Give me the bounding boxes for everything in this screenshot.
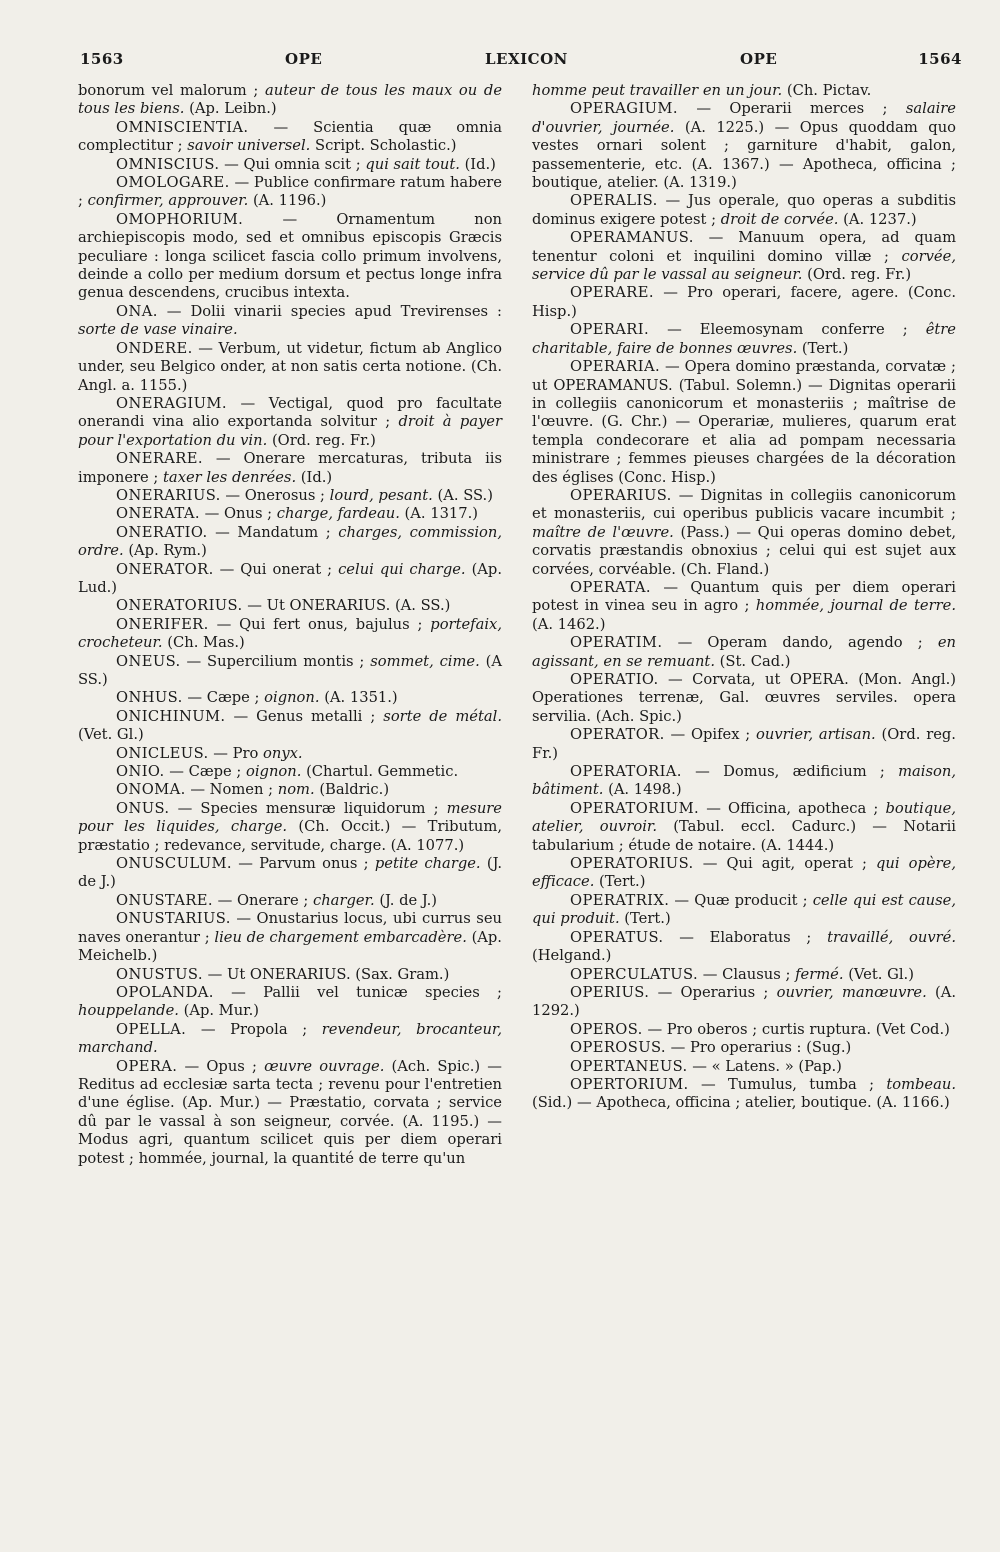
entry-french-gloss: fermé. — [795, 965, 844, 983]
entry-headword: ONUS. — [116, 799, 170, 817]
entry-definition: — Vectigal, quod pro facultate onerandi vina alio exportanda solvitur ; — [78, 394, 502, 431]
entry-headword: OPERATORIA. — [570, 763, 682, 781]
page-number-left: 1563 — [80, 50, 124, 68]
entry-headword: ONEUS. — [116, 652, 181, 670]
entry-headword: OPERTORIUM. — [570, 1075, 689, 1093]
entry-definition: — Domus, ædificium ; — [695, 763, 885, 781]
dictionary-entry — [532, 487, 956, 579]
left-column — [78, 82, 502, 1168]
entry-headword: OPERATUS. — [570, 928, 664, 946]
dictionary-entry — [532, 726, 956, 763]
entry-french-gloss: sorte de métal. — [383, 707, 502, 725]
entry-definition: — Elaboratus ; — [679, 928, 812, 946]
dictionary-entry — [532, 284, 956, 321]
entry-french-gloss: celui qui charge. — [338, 560, 466, 578]
dictionary-entry — [78, 450, 502, 487]
entry-source: (Helgand.) — [532, 947, 612, 965]
dictionary-entry — [78, 892, 502, 910]
entry-definition: — Ut ONERARIUS. — [247, 597, 391, 615]
dictionary-entry — [78, 82, 502, 119]
entry-french-gloss: œuvre ouvrage. — [264, 1057, 385, 1075]
entry-headword: ONDERE. — [116, 339, 193, 357]
dictionary-entry — [78, 708, 502, 745]
entry-headword: OMOPHORIUM. — [116, 210, 244, 228]
entry-source: (Ch. Mas.) — [167, 634, 245, 652]
dictionary-entry — [78, 524, 502, 561]
dictionary-entry — [78, 855, 502, 892]
dictionary-entry — [78, 689, 502, 707]
entry-definition: — Onustarius locus, ubi currus seu naves onerantur ; — [78, 910, 502, 946]
right-column — [532, 82, 956, 1113]
dictionary-entry — [78, 174, 502, 211]
dictionary-entry — [78, 505, 502, 523]
entry-source: (J. de J.) — [379, 891, 438, 909]
entry-french-gloss: corvée, service dû par le vassal au seigneur. — [532, 247, 956, 284]
entry-headword: OPERATRIX. — [570, 891, 670, 909]
entry-headword: OPERARE. — [570, 284, 654, 302]
entry-french-gloss: celle qui est cause, qui produit. — [532, 891, 957, 928]
dictionary-entry — [532, 855, 956, 892]
entry-headword: OPERAGIUM. — [570, 100, 678, 118]
entry-definition: — Operarius ; — [657, 983, 769, 1001]
entry-definition: — Jus operale, quo operas a subditis dominus exigere potest ; — [532, 192, 956, 228]
entry-source: (Ch. Occit.) — Tributum, præstatio ; redevance, servitude, charge. (A. 1077.) — [78, 818, 502, 854]
dictionary-entry — [78, 303, 502, 340]
entry-definition: — Quantum quis per diem operari potest in vinea seu in agro ; — [532, 578, 956, 615]
entry-source: (A. 1292.) — [532, 983, 957, 1020]
entry-headword: ONA. — [116, 302, 158, 320]
entry-definition: — Species mensuræ liquidorum ; — [177, 799, 439, 817]
dictionary-entry — [532, 579, 956, 634]
entry-source: (Mon. Angl.) Operationes terrenæ, Gal. œuvres serviles. opera servilia. (Ach. Spic.) — [532, 671, 956, 725]
entry-source: (Sax. Gram.) — [355, 965, 450, 983]
entry-definition: — Pro operari, facere, agere. — [663, 284, 899, 302]
entry-french-gloss: portefaix, crocheteur. — [78, 615, 502, 652]
dictionary-entry — [532, 1039, 956, 1057]
entry-french-gloss: ouvrier, artisan. — [756, 726, 876, 744]
entry-headword: ONUSCULUM. — [116, 855, 232, 873]
entry-headword: OPOLANDA. — [116, 983, 214, 1001]
entry-source: (Ap. Lud.) — [78, 560, 502, 596]
entry-french-gloss: droit à payer pour l'exportation du vin. — [78, 413, 502, 449]
entry-definition: — Parvum onus ; — [238, 855, 369, 873]
entry-french-gloss: maître de l'œuvre. — [532, 523, 674, 541]
dictionary-entry — [78, 910, 502, 965]
entry-definition: — Opifex ; — [670, 726, 751, 744]
entry-french-gloss: savoir universel. — [187, 137, 311, 155]
entry-headword: OPELLA. — [116, 1020, 187, 1038]
entry-french-gloss: être charitable, faire de bonnes œuvres. — [532, 321, 956, 357]
entry-french-gloss: travaillé, ouvré. — [827, 928, 956, 946]
entry-definition: — Operam dando, agendo ; — [677, 634, 923, 652]
entry-definition: — Cæpe ; — [187, 689, 260, 707]
dictionary-entry — [532, 192, 956, 229]
entry-source: (Sid.) — Apotheca, officina ; atelier, boutique. (A. 1166.) — [532, 1094, 950, 1112]
entry-french-gloss: droit de corvée. — [720, 210, 839, 228]
entry-definition: — Quæ producit ; — [674, 891, 808, 909]
entry-source: (Ap. Leibn.) — [189, 100, 277, 118]
entry-headword: ONERAGIUM. — [116, 394, 227, 412]
entry-definition: — Qui fert onus, bajulus ; — [216, 615, 423, 633]
entry-french-gloss: nom. — [277, 781, 315, 799]
dictionary-entry — [532, 358, 956, 487]
entry-source: (A. 1237.) — [843, 210, 917, 228]
entry-source: (Id.) — [464, 155, 496, 173]
entry-source: (Ord. reg. Fr.) — [807, 266, 912, 284]
entry-headword: ONERIFER. — [116, 615, 209, 633]
dictionary-entry — [532, 929, 956, 966]
entry-source: (Vet Cod.) — [875, 1020, 950, 1038]
entry-headword: OPERCULATUS. — [570, 965, 699, 983]
entry-headword: OMNISCIUS. — [116, 155, 220, 173]
dictionary-entry — [78, 1021, 502, 1058]
entry-french-gloss: taxer les denrées. — [163, 468, 297, 486]
dictionary-entry — [78, 781, 502, 799]
entry-headword: OPERARIA. — [570, 358, 661, 376]
entry-headword: OPERIUS. — [570, 983, 650, 1001]
entry-headword: ONERATOR. — [116, 560, 214, 578]
entry-french-gloss: lourd, pesant. — [329, 486, 433, 504]
entry-definition: — Pro oberos ; curtis ruptura. — [647, 1020, 872, 1038]
entry-definition: — Verbum, ut videtur, fictum ab Anglico under, seu Belgico onder, at non satis certa notione. — [78, 339, 503, 376]
entry-source: Script. Scholastic.) — [315, 137, 457, 155]
entry-source: (Ord. reg. Fr.) — [532, 726, 956, 762]
entry-headword: ONOMA. — [116, 781, 186, 799]
entry-headword: OPERARIUS. — [570, 486, 672, 504]
running-head — [80, 50, 962, 74]
entry-definition: — Onus ; — [204, 505, 273, 523]
entry-headword: ONERATORIUS. — [116, 597, 243, 615]
entry-definition: — Officina, apotheca ; — [706, 799, 879, 817]
entry-french-gloss: charger. — [313, 891, 375, 909]
entry-headword: OPEROS. — [570, 1020, 643, 1038]
entry-source: (Ch. Pictav. — [786, 82, 872, 99]
entry-headword: OPERATORIUS. — [570, 855, 694, 873]
entry-french-gloss: maison, bâtiment. — [532, 763, 957, 799]
dictionary-entry — [78, 1058, 502, 1168]
entry-french-gloss: houppelande. — [78, 1002, 179, 1020]
entry-headword: ONERATA. — [116, 505, 200, 523]
entry-headword: OPERAMANUS. — [570, 229, 694, 247]
entry-definition: — Qui onerat ; — [219, 560, 333, 578]
entry-source: (A. SS.) — [437, 486, 493, 504]
entry-definition: — Onerare mercaturas, tributa iis imponere ; — [78, 450, 502, 486]
entry-source: (Id.) — [300, 468, 333, 486]
entry-definition: — Supercilium montis ; — [186, 652, 365, 670]
entry-source: (Ch. Angl. a. 1155.) — [78, 358, 502, 394]
dictionary-entry — [532, 82, 956, 100]
entry-french-gloss: homme peut travailler en un jour. — [532, 82, 783, 99]
entry-french-gloss: oignon. — [246, 763, 302, 781]
dictionary-entry — [532, 966, 956, 984]
entry-definition: — « Latens. » — [692, 1057, 794, 1075]
entry-french-gloss: qui opère, efficace. — [532, 855, 956, 891]
entry-source: (Ach. Spic.) — Reditus ad ecclesiæ sarta tecta ; revenu pour l'entretien d'une église. (Ap. Mur.) — Præstatio, corvata ; service dû par le vassal à son seigneur, corvée. (A. 1195.) — Modus agri, quantum scilicet quis per diem operari potest ; hommée, journal, la quantité de terre qu'un — [78, 1057, 502, 1167]
guide-word-left: OPE — [285, 50, 323, 68]
entry-french-gloss: onyx. — [263, 744, 303, 762]
entry-headword: OMNISCIENTIA. — [116, 118, 249, 136]
dictionary-entry — [78, 966, 502, 984]
entry-headword: OPERTANEUS. — [570, 1057, 688, 1075]
guide-word-right: OPE — [740, 50, 778, 68]
entry-headword: ONICHINUM. — [116, 707, 226, 725]
entry-french-gloss: petite charge. — [374, 855, 481, 873]
entry-french-gloss: sorte de vase vinaire. — [78, 321, 238, 339]
entry-source: (Tabul. eccl. Cadurc.) — Notarii tabularium ; étude de notaire. (A. 1444.) — [532, 818, 956, 854]
entry-definition: — Pro — [213, 744, 259, 762]
dictionary-entry — [532, 892, 956, 929]
entry-source: (Pass.) — Qui operas domino debet, corvatis præstandis obnoxius ; celui qui est sujet aux corvées, corvéable. (Ch. Fland.) — [532, 523, 957, 578]
entry-definition: bonorum vel malorum ; — [78, 82, 259, 99]
entry-source: (A SS.) — [78, 652, 502, 688]
entry-headword: OPEROSUS. — [570, 1039, 666, 1057]
entry-source: (Baldric.) — [319, 781, 390, 799]
running-title: LEXICON — [485, 50, 568, 68]
dictionary-entry — [532, 984, 956, 1021]
entry-definition: — Dolii vinarii species apud Trevirenses : — [166, 302, 502, 320]
entry-french-gloss: charge, fardeau. — [276, 505, 400, 523]
entry-french-gloss: ouvrier, manœuvre. — [776, 983, 927, 1001]
page-number-right: 1564 — [918, 50, 962, 68]
entry-source: (Ap. Meichelb.) — [78, 928, 502, 965]
dictionary-entry — [532, 634, 956, 671]
entry-french-gloss: charges, commission, ordre. — [78, 523, 503, 560]
entry-definition: — Manuum opera, ad quam tenentur coloni et inquilini domino villæ ; — [532, 229, 956, 265]
dictionary-entry — [78, 487, 502, 505]
dictionary-entry — [78, 984, 502, 1021]
entry-french-gloss: salaire d'ouvrier, journée. — [532, 100, 957, 136]
entry-definition: — Ornamentum non archiepiscopis modo, sed et omnibus episcopis Græcis peculiare : longa scilicet fascia collo primum involvens, deinde a collo per medium dorsum et pectus longe infra genua descendens, crucibus intexta. — [78, 210, 502, 302]
dictionary-entry — [78, 211, 502, 303]
entry-headword: ONHUS. — [116, 689, 183, 707]
dictionary-entry — [532, 1076, 956, 1113]
entry-headword: OPERARI. — [570, 321, 650, 339]
entry-headword: ONIO. — [116, 763, 165, 781]
entry-source: (A. 1317.) — [404, 505, 478, 523]
entry-source: (A. 1498.) — [608, 781, 682, 799]
dictionary-entry — [78, 800, 502, 855]
entry-definition: — Dignitas in collegiis canonicorum et monasteriis, cui operibus publicis vacare incumbit ; — [532, 486, 956, 523]
entry-french-gloss: boutique, atelier, ouvroir. — [532, 799, 956, 836]
entry-definition: — Clausus ; — [702, 965, 791, 983]
entry-source: (Sug.) — [806, 1039, 852, 1057]
dictionary-entry — [78, 119, 502, 156]
dictionary-entry — [532, 321, 956, 358]
entry-french-gloss: confirmer, approuver. — [87, 192, 249, 210]
entry-definition: — Propola ; — [200, 1020, 308, 1038]
entry-source: (A. 1225.) — Opus quoddam quo vestes ornari solent ; garniture d'habit, galon, passementerie, etc. (A. 1367.) — Apotheca, officina ; boutique, atelier. (A. 1319.) — [532, 118, 956, 192]
dictionary-entry — [532, 671, 956, 726]
dictionary-entry — [532, 1058, 956, 1076]
entry-source: (Ap. Mur.) — [183, 1002, 259, 1020]
entry-source: (Ord. reg. Fr.) — [271, 431, 376, 449]
entry-source: (A. 1462.) — [532, 615, 606, 633]
dictionary-entry — [532, 1021, 956, 1039]
entry-french-gloss: hommée, journal de terre. — [755, 597, 956, 615]
entry-french-gloss: qui sait tout. — [365, 155, 460, 173]
entry-definition: — Qui agit, operat ; — [702, 855, 867, 873]
entry-definition: — Cæpe ; — [169, 763, 242, 781]
entry-headword: ONUSTARE. — [116, 891, 213, 909]
entry-definition: — Scientia quæ omnia complectitur ; — [78, 118, 502, 155]
dictionary-entry — [532, 800, 956, 855]
dictionary-entry — [78, 597, 502, 615]
entry-source: (A. SS.) — [394, 597, 451, 615]
entry-definition: — Onerosus ; — [225, 486, 325, 504]
entry-headword: OPERATIO. — [570, 671, 659, 688]
entry-french-gloss: lieu de chargement embarcadère. — [214, 928, 467, 946]
dictionary-entry — [78, 561, 502, 598]
entry-source: (Conc. Hisp.) — [532, 284, 956, 320]
dictionary-entry — [532, 100, 956, 192]
entry-headword: OPERALIS. — [570, 192, 658, 210]
entry-headword: ONUSTUS. — [116, 965, 203, 983]
entry-headword: OPERATIM. — [570, 634, 663, 652]
dictionary-entry — [532, 229, 956, 284]
entry-definition: — Qui omnia scit ; — [224, 155, 361, 173]
dictionary-entry — [532, 763, 956, 800]
entry-headword: OPERA. — [116, 1057, 178, 1075]
entry-french-gloss: en agissant, en se remuant. — [532, 634, 956, 670]
entry-headword: OPERATORIUM. — [570, 799, 700, 817]
entry-source: (A. 1196.) — [252, 192, 327, 210]
entry-definition: — Opus ; — [184, 1057, 257, 1075]
entry-french-gloss: mesure pour les liquides, charge. — [78, 799, 502, 836]
dictionary-entry — [78, 745, 502, 763]
entry-definition: — Nomen ; — [190, 781, 274, 799]
dictionary-entry — [78, 340, 502, 395]
entry-french-gloss: sommet, cime. — [370, 652, 480, 670]
entry-source: (Vet. Gl.) — [78, 726, 144, 744]
entry-french-gloss: tombeau. — [886, 1075, 956, 1093]
entry-definition: — Ut ONERARIUS. — [207, 965, 351, 983]
dictionary-entry — [78, 395, 502, 450]
entry-definition: — Onerare ; — [217, 891, 309, 909]
entry-french-gloss: auteur de tous les maux ou de tous les biens. — [78, 82, 503, 118]
entry-source: (St. Cad.) — [719, 652, 791, 670]
entry-headword: OPERATA. — [570, 578, 651, 596]
entry-headword: OMOLOGARE. — [116, 174, 230, 192]
entry-source: (Pap.) — [798, 1057, 842, 1075]
dictionary-entry — [78, 616, 502, 653]
entry-source: (Tabul. Solemn.) — Dignitas operarii in collegiis canonicorum et monasteriis ; maîtrise de l'œuvre. (G. Chr.) — Operariæ, mulieres, quarum erat templa condecorare et alia ad pompam necessaria ministrare ; femmes pieuses chargées de la décoration des églises (Conc. Hisp.) — [532, 376, 957, 486]
entry-source: (Chartul. Gemmetic. — [306, 763, 459, 781]
entry-definition: — Publice confirmare ratum habere ; — [78, 174, 502, 210]
entry-headword: ONUSTARIUS. — [116, 910, 231, 928]
entry-source: (J. de J.) — [78, 855, 503, 891]
entry-definition: — Pallii vel tunicæ species ; — [231, 983, 502, 1001]
entry-definition: — Opera domino præstanda, corvatæ ; ut OPERAMANUS. — [532, 358, 956, 394]
entry-headword: ONICLEUS. — [116, 744, 209, 762]
dictionary-entry — [78, 653, 502, 690]
entry-french-gloss: revendeur, brocanteur, marchand. — [78, 1020, 503, 1057]
entry-source: (Ap. Rym.) — [128, 542, 207, 560]
entry-headword: ONERARE. — [116, 450, 203, 468]
entry-headword: ONERATIO. — [116, 523, 208, 541]
entry-french-gloss: oignon. — [264, 689, 320, 707]
entry-definition: — Mandatum ; — [215, 523, 331, 541]
entry-definition: — Corvata, ut OPERA. — [668, 671, 849, 688]
entry-definition: — Tumulus, tumba ; — [700, 1075, 875, 1093]
entry-source: (Tert.) — [624, 910, 671, 928]
entry-definition: — Genus metalli ; — [233, 707, 376, 725]
entry-source: (Vet. Gl.) — [848, 965, 914, 983]
entry-source: (A. 1351.) — [324, 689, 398, 707]
entry-headword: OPERATOR. — [570, 726, 665, 744]
entry-source: (Tert.) — [801, 339, 849, 357]
entry-definition: — Operarii merces ; — [696, 100, 888, 118]
entry-source: (Tert.) — [599, 873, 646, 891]
entry-headword: ONERARIUS. — [116, 486, 221, 504]
entry-definition: — Pro operarius : — [670, 1039, 802, 1057]
entry-definition: — Eleemosynam conferre ; — [667, 321, 908, 339]
dictionary-entry — [78, 156, 502, 174]
dictionary-entry — [78, 763, 502, 781]
